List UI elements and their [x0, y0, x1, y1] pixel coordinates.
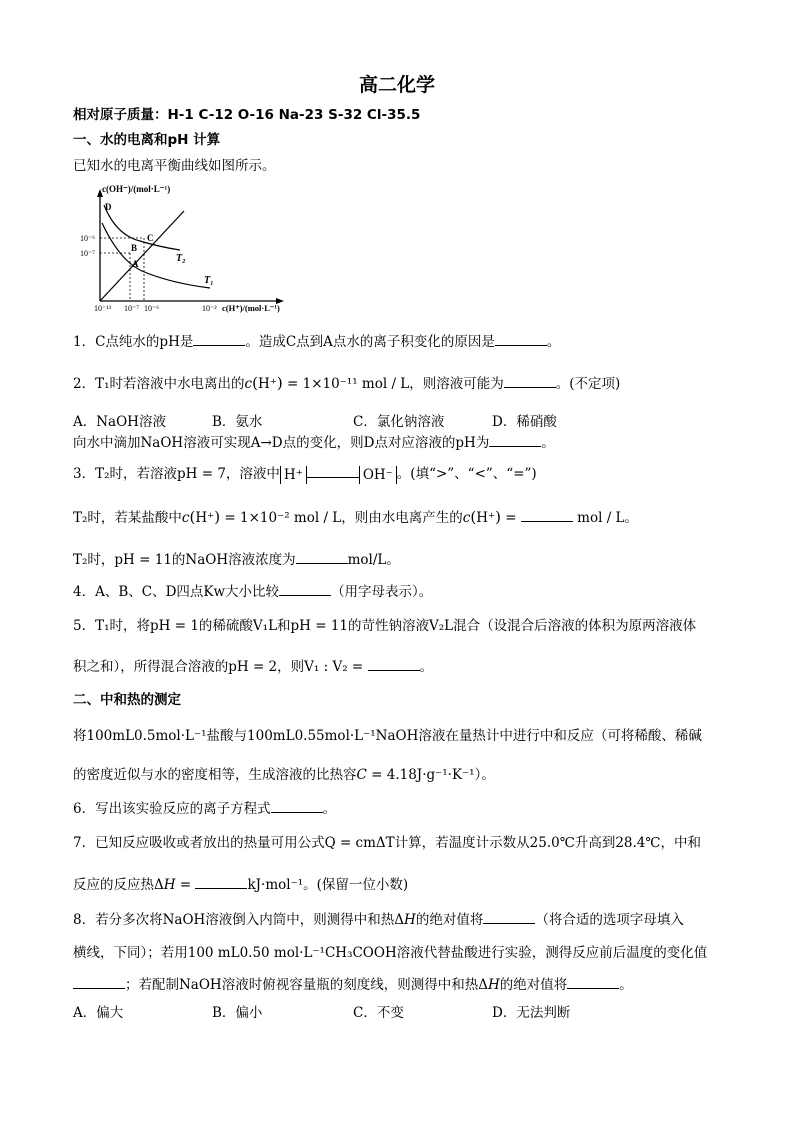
x-tick-1: 10⁻¹³	[94, 304, 112, 313]
question-5: 5．T₁时，将pH = 1的稀硫酸V₁L和pH = 11的苛性钠溶液V₂L混合（设混合后溶液的体积为原两溶液体	[73, 618, 697, 634]
q5-line-2: 积之和），所得混合溶液的pH = 2，则V₁ : V₂ = 。	[73, 659, 434, 675]
q8-blank-1[interactable]	[483, 911, 535, 924]
point-c: C	[147, 233, 154, 243]
q8-option-d[interactable]: D．无法判断	[492, 1005, 571, 1021]
ionization-curve-figure	[80, 183, 300, 313]
section2-heading: 二、中和热的测定	[73, 692, 181, 708]
q5-blank[interactable]	[368, 658, 420, 671]
q2-blank-2[interactable]	[489, 434, 541, 447]
section1-intro: 已知水的电离平衡曲线如图所示。	[73, 158, 276, 174]
x-axis-label: c(H⁺)/(mol·L⁻¹)	[222, 303, 280, 313]
q8-option-c[interactable]: C．不变	[353, 1005, 404, 1021]
q4-blank[interactable]	[279, 583, 331, 596]
curve-t2-label: T₂	[176, 253, 186, 264]
t1-curve	[102, 223, 210, 288]
y-axis-label: c(OH⁻)/(mol·L⁻¹)	[102, 184, 171, 194]
q7-blank[interactable]	[195, 876, 247, 889]
q6-blank[interactable]	[271, 800, 323, 813]
q8-blank-2[interactable]	[73, 976, 125, 989]
q8-line-2: 横线，下同）；若用100 mL0.50 mol·L⁻¹CH₃COOH溶液代替盐酸进行实验，测得反应前后温度的变化值	[73, 945, 708, 961]
page-title: 高二化学	[358, 74, 435, 96]
q2-option-b[interactable]: B．氨水	[212, 414, 263, 430]
q3-blank-1[interactable]	[307, 465, 359, 478]
q1-blank-1[interactable]	[193, 333, 245, 346]
atomic-mass-line: 相对原子质量：H-1 C-12 O-16 Na-23 S-32 Cl-35.5	[73, 107, 421, 123]
q1-blank-2[interactable]	[495, 333, 547, 346]
x-tick-2: 10⁻⁷	[124, 304, 140, 313]
point-d: D	[105, 202, 112, 212]
point-b: B	[131, 243, 138, 253]
question-4: 4．A、B、C、D四点Kw大小比较 （用字母表示）。	[73, 584, 433, 600]
question-7: 7．已知反应吸收或者放出的热量可用公式Q = cmΔT计算，若温度计示数从25.0℃升高到28.4℃，中和	[73, 835, 701, 851]
section2-paragraph-2: 的密度近似与水的密度相等，生成溶液的比热容C = 4.18J·g⁻¹·K⁻¹）。	[73, 767, 495, 783]
question-1: 1．C点纯水的pH是 。造成C点到A点水的离子积变化的原因是 。	[73, 334, 561, 350]
x-tick-4: 10⁻²	[202, 304, 217, 313]
q3-blank-2[interactable]	[521, 509, 573, 522]
q2-blank-1[interactable]	[504, 375, 556, 388]
section1-heading: 一、水的电离和pH 计算	[73, 132, 221, 148]
q8-line-3: ；若配制NaOH溶液时俯视容量瓶的刻度线，则测得中和热ΔH的绝对值将 。	[73, 976, 633, 994]
q2-option-a[interactable]: A．NaOH溶液	[73, 414, 166, 430]
q7-line-2: 反应的反应热ΔH = kJ·mol⁻¹。(保留一位小数)	[73, 877, 409, 893]
q8-option-a[interactable]: A．偏大	[73, 1005, 124, 1021]
q2-option-c[interactable]: C．氯化钠溶液	[353, 414, 445, 430]
q8-blank-3[interactable]	[567, 976, 619, 989]
question-6: 6．写出该实验反应的离子方程式 。	[73, 801, 337, 817]
q3-line-3: T₂时，pH = 11的NaOH溶液浓度为 mol/L。	[73, 552, 400, 568]
neutral-line	[100, 211, 184, 301]
q2-followup: 向水中滴加NaOH溶液可实现A→D点的变化，则D点对应溶液的pH为 。	[73, 435, 555, 451]
q3-line-2: T₂时，若某盐酸中c(H⁺) = 1×10⁻² mol / L，则由水电离产生的c(H⁺) = mol / L。	[73, 508, 638, 526]
q3-blank-3[interactable]	[296, 551, 348, 564]
curve-t1-label: T₁	[204, 275, 214, 286]
q8-option-b[interactable]: B．偏小	[212, 1005, 263, 1021]
question-8: 8．若分多次将NaOH溶液倒入内筒中，则测得中和热ΔH的绝对值将 （将合适的选项字母填入	[73, 912, 684, 928]
q2-option-d[interactable]: D．稀硝酸	[492, 414, 557, 430]
x-tick-3: 10⁻⁶	[144, 304, 160, 313]
question-3: 3．T₂时，若溶液pH = 7，溶液中 H⁺ OH⁻ 。(填“>”、“<”、“=”)	[73, 466, 537, 483]
y-tick-1: 10⁻⁶	[80, 234, 96, 243]
section2-paragraph-1: 将100mL0.5mol·L⁻¹盐酸与100mL0.55mol·L⁻¹NaOH溶液在量热计中进行中和反应（可将稀酸、稀碱	[73, 728, 702, 744]
point-a: A	[132, 259, 139, 269]
y-tick-2: 10⁻⁷	[80, 249, 96, 258]
question-2: 2．T₁时若溶液中水电离出的c(H⁺) = 1×10⁻¹¹ mol / L，则溶液可能为 。(不定项)	[73, 374, 621, 392]
